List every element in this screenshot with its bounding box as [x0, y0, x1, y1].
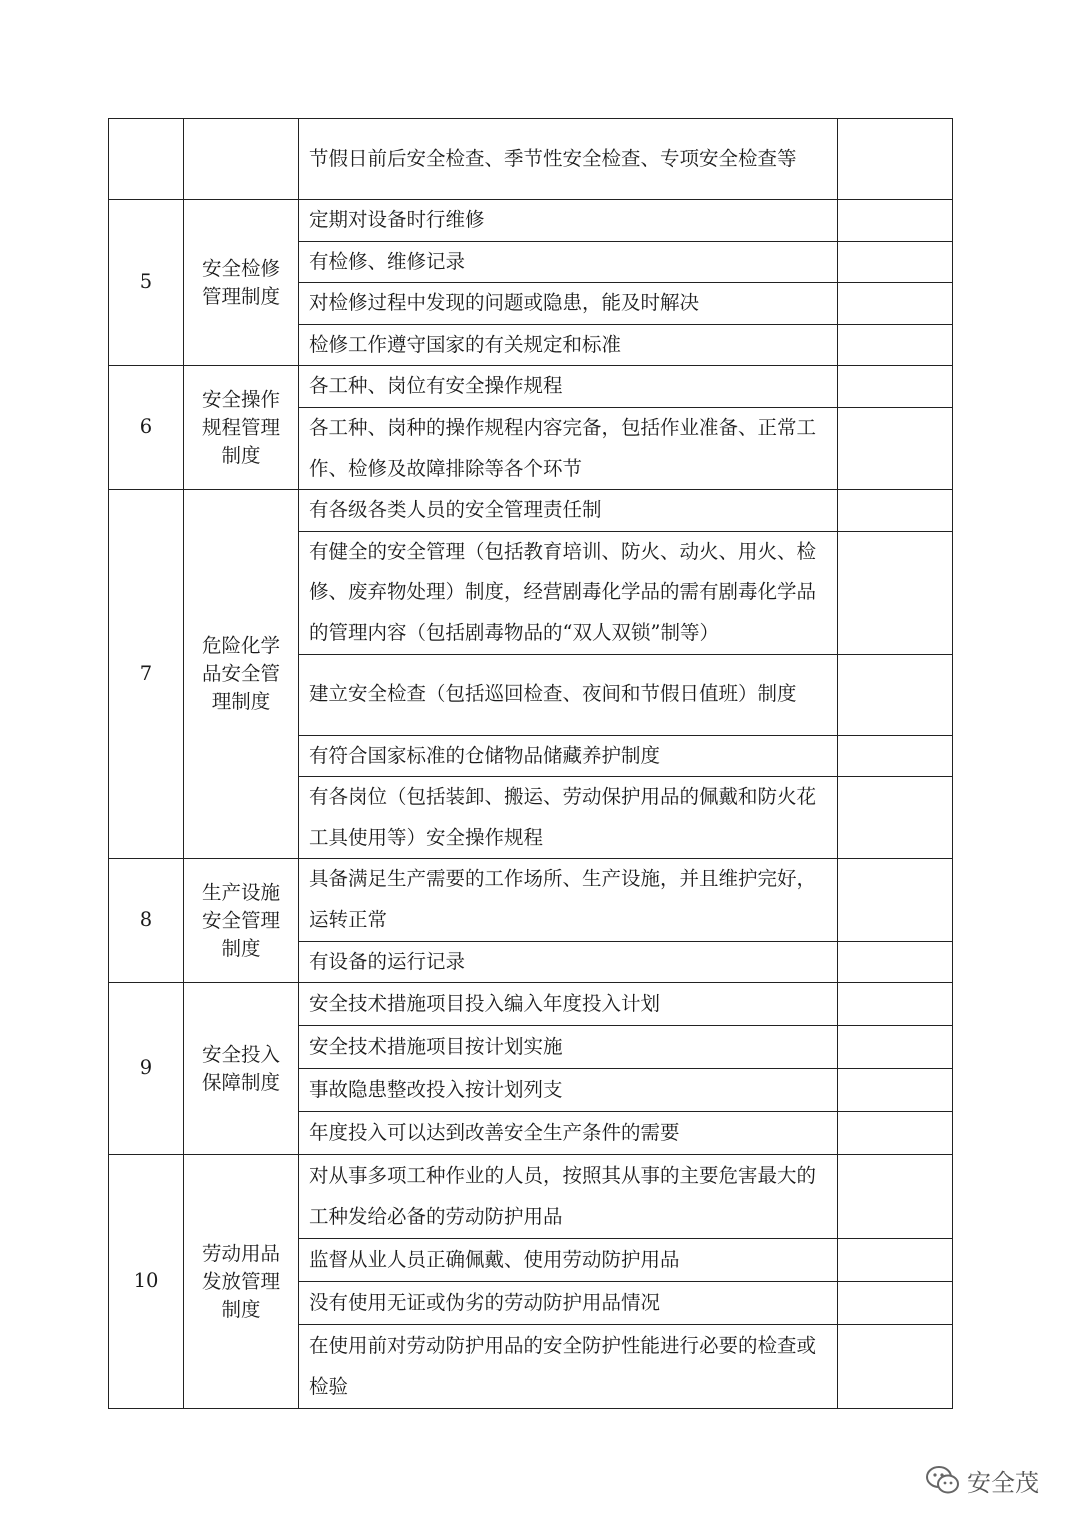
result-cell — [838, 777, 953, 859]
result-cell — [838, 531, 953, 654]
result-cell — [838, 1112, 953, 1155]
check-item: 对从事多项工种作业的人员，按照其从事的主要危害最大的工种发给必备的劳动防护用品 — [299, 1155, 838, 1239]
check-item: 有健全的安全管理（包括教育培训、防火、动火、用火、检修、废弃物处理）制度，经营剧毒化学品的需有剧毒化学品的管理内容（包括剧毒物品的“双人双锁”制等） — [299, 531, 838, 654]
regulation-name — [184, 119, 299, 200]
check-item: 有设备的运行记录 — [299, 941, 838, 983]
inspection-table — [108, 118, 953, 1409]
check-item: 安全技术措施项目投入编入年度投入计划 — [299, 983, 838, 1026]
check-item: 各工种、岗位有安全操作规程 — [299, 366, 838, 408]
check-item: 年度投入可以达到改善安全生产条件的需要 — [299, 1112, 838, 1155]
check-item: 有各岗位（包括装卸、搬运、劳动保护用品的佩戴和防火花工具使用等）安全操作规程 — [299, 777, 838, 859]
result-cell — [838, 1155, 953, 1239]
check-item: 各工种、岗种的操作规程内容完备，包括作业准备、正常工作、检修及故障排除等各个环节 — [299, 407, 838, 489]
regulation-name: 安全投入保障制度 — [184, 983, 299, 1155]
result-cell — [838, 119, 953, 200]
regulation-name: 危险化学品安全管理制度 — [184, 490, 299, 859]
check-item: 安全技术措施项目按计划实施 — [299, 1026, 838, 1069]
result-cell — [838, 859, 953, 941]
watermark — [925, 1460, 1039, 1500]
regulation-name: 安全操作规程管理制度 — [184, 366, 299, 490]
result-cell — [838, 1239, 953, 1282]
check-item: 没有使用无证或伪劣的劳动防护用品情况 — [299, 1282, 838, 1325]
table-row — [109, 366, 953, 408]
row-number — [109, 119, 184, 200]
check-item: 事故隐患整改投入按计划列支 — [299, 1069, 838, 1112]
result-cell — [838, 983, 953, 1026]
check-item: 在使用前对劳动防护用品的安全防护性能进行必要的检查或检验 — [299, 1325, 838, 1409]
check-item: 节假日前后安全检查、季节性安全检查、专项安全检查等 — [299, 119, 838, 200]
check-item: 定期对设备时行维修 — [299, 200, 838, 242]
regulation-name: 劳动用品发放管理制度 — [184, 1155, 299, 1409]
result-cell — [838, 407, 953, 489]
table-row — [109, 200, 953, 242]
row-number: 10 — [109, 1155, 184, 1409]
wechat-icon — [925, 1465, 961, 1495]
result-cell — [838, 200, 953, 242]
result-cell — [838, 283, 953, 325]
table-row — [109, 859, 953, 941]
result-cell — [838, 941, 953, 983]
table-row — [109, 119, 953, 200]
result-cell — [838, 1026, 953, 1069]
row-number: 8 — [109, 859, 184, 983]
result-cell — [838, 735, 953, 777]
row-number: 6 — [109, 366, 184, 490]
watermark-text: 安全茂 — [967, 1468, 1039, 1497]
table-row — [109, 490, 953, 532]
result-cell — [838, 324, 953, 366]
result-cell — [838, 366, 953, 408]
check-item: 有各级各类人员的安全管理责任制 — [299, 490, 838, 532]
row-number: 5 — [109, 200, 184, 366]
result-cell — [838, 1282, 953, 1325]
row-number: 9 — [109, 983, 184, 1155]
result-cell — [838, 1325, 953, 1409]
check-item: 对检修过程中发现的问题或隐患，能及时解决 — [299, 283, 838, 325]
result-cell — [838, 490, 953, 532]
result-cell — [838, 1069, 953, 1112]
regulation-name: 生产设施安全管理制度 — [184, 859, 299, 983]
table-row — [109, 1155, 953, 1239]
result-cell — [838, 654, 953, 735]
check-item: 具备满足生产需要的工作场所、生产设施，并且维护完好，运转正常 — [299, 859, 838, 941]
check-item: 有检修、维修记录 — [299, 241, 838, 283]
check-item: 有符合国家标准的仓储物品储藏养护制度 — [299, 735, 838, 777]
check-item: 检修工作遵守国家的有关规定和标准 — [299, 324, 838, 366]
table-row — [109, 983, 953, 1026]
result-cell — [838, 241, 953, 283]
check-item: 建立安全检查（包括巡回检查、夜间和节假日值班）制度 — [299, 654, 838, 735]
row-number: 7 — [109, 490, 184, 859]
check-item: 监督从业人员正确佩戴、使用劳动防护用品 — [299, 1239, 838, 1282]
regulation-name: 安全检修管理制度 — [184, 200, 299, 366]
